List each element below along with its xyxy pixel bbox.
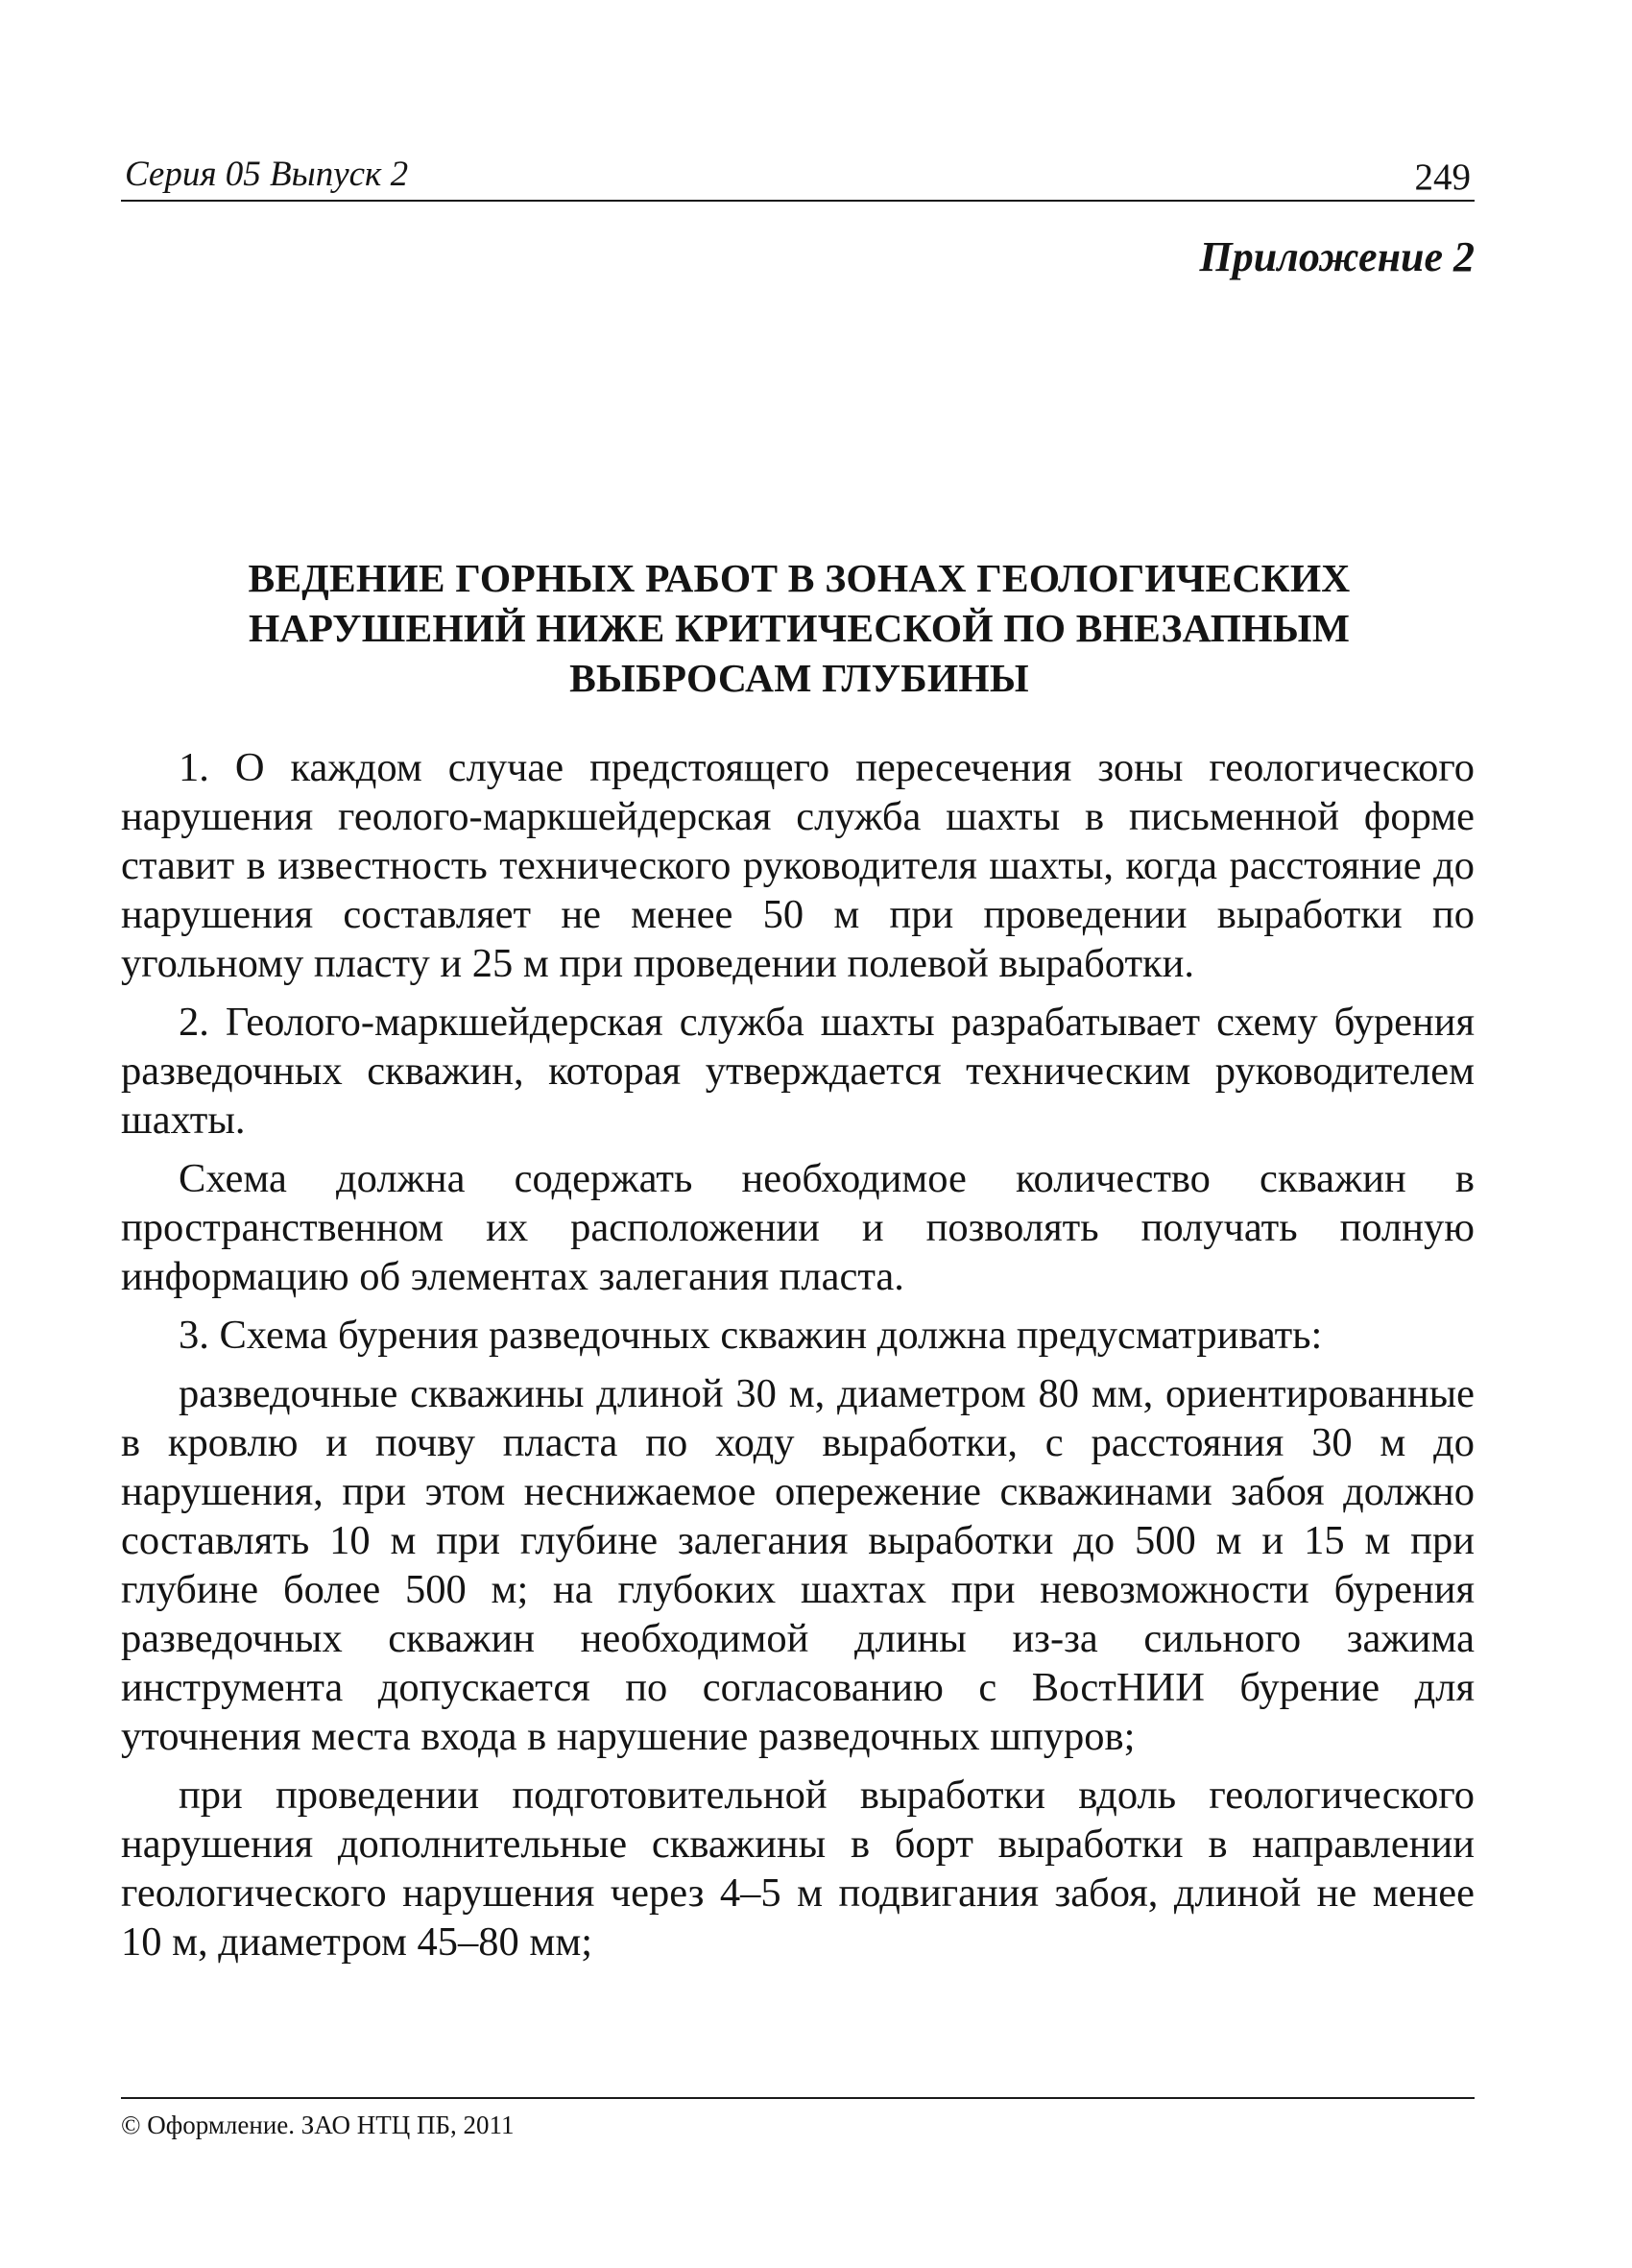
- body-text: [121, 743, 1475, 1976]
- page-number: 249: [1414, 157, 1471, 198]
- paragraph-1: 1. О каждом случае предстоящего пересечения зоны геологического нарушения геолого-маркшейдерская служба шахты в письменной форме ставит в известность технического руководителя шахты, когда расстояние до нарушения составляет не менее 50 м при проведении выработки по угольному пласту и 25 м при проведении полевой выработки.: [121, 745, 1475, 986]
- footer-divider: [121, 2097, 1475, 2099]
- paragraph-5: разведочные скважины длиной 30 м, диаметром 80 мм, ориентированные в кровлю и почву пласта по ходу выработки, с расстояния 30 м до нарушения, при этом неснижаемое опережение скважинами забоя должно составлять 10 м при глубине залегания выработки до 500 м и 15 м при глубине более 500 м; на глубоких шахтах при невозможности бурения разведочных скважин необходимой длины из-за сильного зажима инструмента допускается по согласованию с ВостНИИ бурение для уточнения места входа в нарушение разведочных шпуров;: [121, 1371, 1475, 1759]
- footer-copyright: © Оформление. ЗАО НТЦ ПБ, 2011: [121, 2111, 515, 2139]
- document-title: ВЕДЕНИЕ ГОРНЫХ РАБОТ В ЗОНАХ ГЕОЛОГИЧЕСКИХ НАРУШЕНИЙ НИЖЕ КРИТИЧЕСКОЙ ПО ВНЕЗАПНЫМ ВЫБРОСАМ ГЛУБИНЫ: [248, 556, 1351, 700]
- paragraph-4: 3. Схема бурения разведочных скважин должна предусматривать:: [179, 1313, 1323, 1358]
- paragraph-3: Схема должна содержать необходимое количество скважин в пространственном их расположении и позволять получать полную информацию об элементах залегания пласта.: [121, 1156, 1475, 1299]
- paragraph-6: при проведении подготовительной выработки вдоль геологического нарушения дополнительные скважины в борт выработки в направлении геологического нарушения через 4–5 м подвигания забоя, длиной не менее 10 м, диаметром 45–80 мм;: [121, 1773, 1475, 1965]
- series-label: Серия 05 Выпуск 2: [125, 155, 409, 194]
- appendix-label: Приложение 2: [1199, 233, 1475, 280]
- running-header: [121, 146, 1475, 202]
- paragraph-2: 2. Геолого-маркшейдерская служба шахты разрабатывает схему бурения разведочных скважин, которая утверждается техническим руководителем шахты.: [121, 1000, 1475, 1143]
